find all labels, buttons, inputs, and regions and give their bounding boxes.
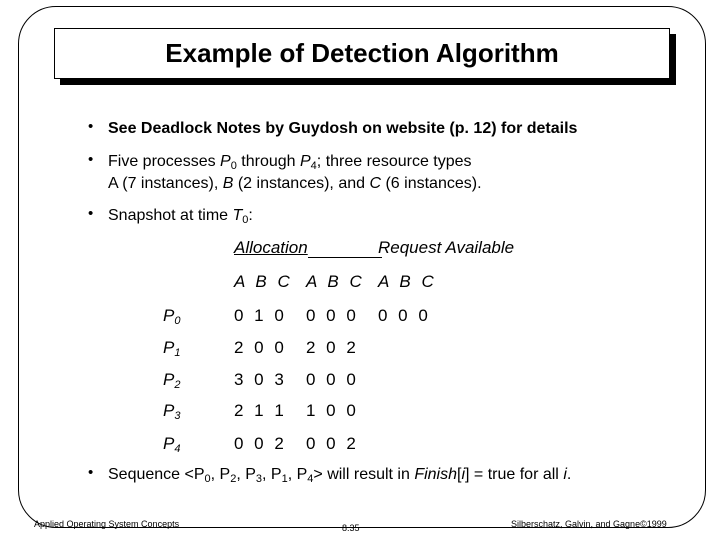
footer-right: Silberschatz, Galvin, and Gagne©1999 [511,519,667,529]
row-label-p4: $P_4$ [163,434,181,455]
bullet-2-line-1: Five processes $P_0$ through $P_4$; three resource types [108,153,472,172]
subheader-request: A B C [306,272,365,291]
cell-p2-allocation: 3 0 3 [234,370,287,389]
header-allocation: Allocation [234,238,308,257]
cell-p0-allocation: 0 1 0 [234,306,287,325]
bullet-1-text: See Deadlock Notes by Guydosh on website (p. 12) for details [108,120,578,137]
subheader-available: A B C [378,272,437,291]
bullet-dot-1: • [88,118,94,135]
footer-left: Applied Operating System Concepts [34,519,180,529]
footer-page-number: 8.35 [342,523,360,533]
cell-p0-available: 0 0 0 [378,306,431,325]
cell-p3-request: 1 0 0 [306,401,359,420]
bullet-dot-4: • [88,464,94,481]
row-label-p1: $P_1$ [163,338,181,359]
bullet-2-text [108,151,482,195]
slide-title: Example of Detection Algorithm [165,38,559,68]
header-request-available: Request Available [378,238,515,257]
bullet-dot-3: • [88,205,94,222]
row-label-p0: $P_0$ [163,306,181,327]
bullet-4-text: Sequence $<P_0$, $P_2$, $P_3$, $P_1$, $P_4>$ will result in Finish[i] = true for all i. [108,466,572,485]
cell-p1-allocation: 2 0 0 [234,338,287,357]
subheader-allocation: A B C [234,272,293,291]
cell-p2-request: 0 0 0 [306,370,359,389]
bullet-3-text: Snapshot at time $T_0$: [108,207,253,226]
cell-p4-allocation: 0 0 2 [234,434,287,453]
cell-p4-request: 0 0 2 [306,434,359,453]
header-underline-gap [308,238,382,258]
cell-p3-allocation: 2 1 1 [234,401,287,420]
cell-p0-request: 0 0 0 [306,306,359,325]
row-label-p2: $P_2$ [163,370,181,391]
bullet-dot-2: • [88,151,94,168]
cell-p1-request: 2 0 2 [306,338,359,357]
title-box [54,28,670,79]
row-label-p3: $P_3$ [163,401,181,422]
bullet-2-line-2: A (7 instances), B (2 instances), and C (6 instances). [108,175,482,192]
